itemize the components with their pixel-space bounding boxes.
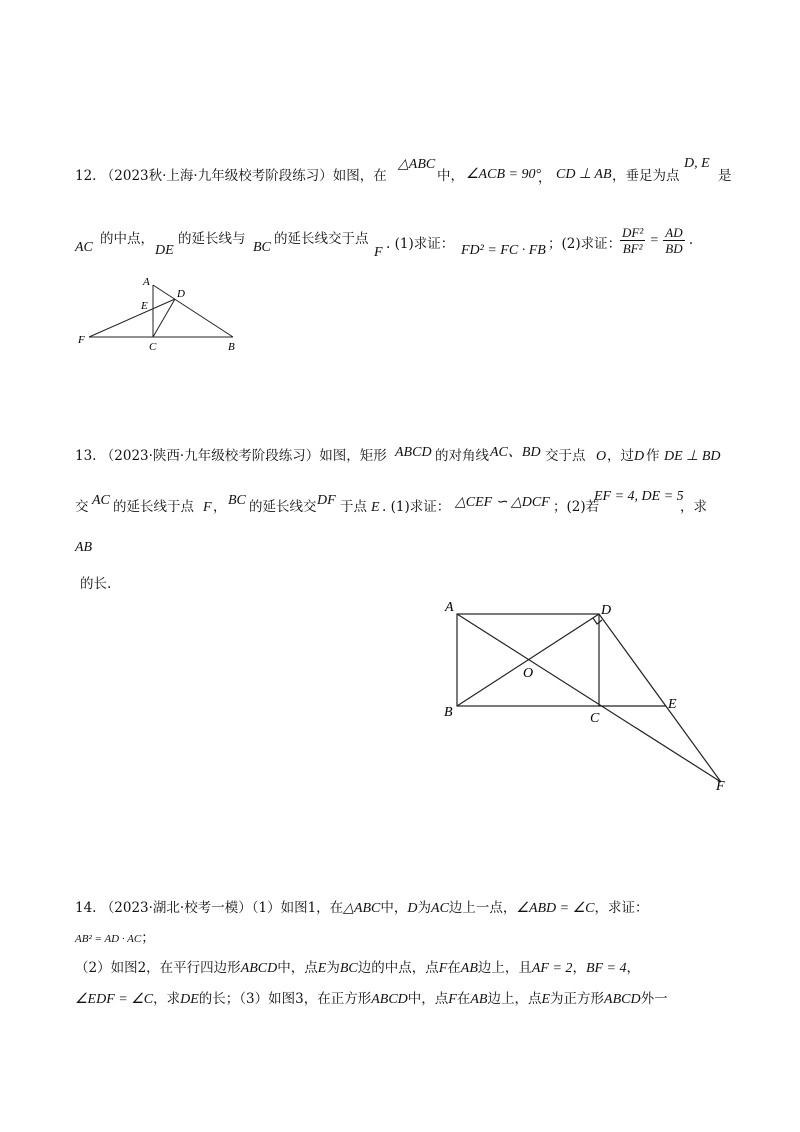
q13-text: 的延长线交 bbox=[249, 499, 317, 515]
q12-text: ，垂足为点 bbox=[612, 168, 680, 184]
q14-text: 边上一点， bbox=[448, 900, 517, 916]
q13-line-df bbox=[599, 614, 721, 782]
q12-bc: BC bbox=[253, 240, 271, 255]
q14-text: 在 bbox=[447, 960, 461, 976]
q14-angle-edf: ∠EDF = ∠C bbox=[75, 992, 154, 1007]
q14-abcd: ABCD bbox=[371, 992, 408, 1007]
q14-angle-eq: ∠ABD = ∠C bbox=[516, 901, 595, 916]
q14-e: E bbox=[317, 961, 327, 976]
q13-abcd: ABCD bbox=[395, 445, 432, 460]
q12-line1 bbox=[75, 170, 387, 184]
q14-f: F bbox=[438, 961, 448, 976]
q13-similar: △CEF ∽ △DCF bbox=[455, 495, 550, 510]
q14-af: AF = 2 bbox=[531, 961, 573, 976]
q13-number: 13. bbox=[75, 448, 97, 464]
q14-f: F bbox=[448, 992, 457, 1007]
q14-text: 边的中点，点 bbox=[357, 960, 439, 976]
q12-angle-acb: ∠ACB = 90° bbox=[466, 167, 542, 182]
q14-text: 中，点 bbox=[277, 960, 318, 976]
q13-label-a: A bbox=[445, 600, 454, 615]
q13-text: 如图，矩形 bbox=[319, 448, 387, 464]
q13-given: EF = 4, DE = 5 bbox=[594, 489, 684, 504]
q14-ab: AB bbox=[470, 992, 488, 1007]
q13-d: D bbox=[634, 449, 645, 464]
q14-text: ； bbox=[141, 930, 155, 946]
q12-cd-perp-ab: CD ⊥ AB bbox=[556, 167, 612, 182]
q14-number: 14. bbox=[75, 900, 97, 916]
q13-text: 的对角线 bbox=[435, 448, 489, 464]
q12-text: ；(2)求证： bbox=[548, 236, 622, 252]
q13-text: 作 bbox=[646, 448, 660, 464]
q12-text: . (1)求证： bbox=[386, 236, 455, 252]
q12-frac-right-den: BD bbox=[665, 241, 683, 256]
q13-diag-ac-extended bbox=[457, 614, 721, 782]
q14-text: ，求 bbox=[153, 991, 181, 1007]
q13-ac-bd: AC、BD bbox=[490, 445, 541, 460]
q13-label-f: F bbox=[716, 779, 725, 794]
q14-bf: BF = 4 bbox=[585, 961, 627, 976]
q14-triangle-abc: △ABC bbox=[343, 901, 381, 916]
q12-frac-left-num: DF² bbox=[622, 225, 644, 240]
q13-figure bbox=[440, 598, 740, 798]
q14-text: 中，点 bbox=[407, 991, 449, 1007]
q12-seg-fd bbox=[89, 299, 175, 337]
q12-text: ， bbox=[538, 170, 552, 186]
q14-ab: AB bbox=[460, 961, 478, 976]
q14-text: 中， bbox=[380, 900, 408, 916]
q13-text: ，过 bbox=[607, 448, 634, 464]
q13-o: O bbox=[596, 449, 607, 464]
q12-seg-cd bbox=[153, 299, 175, 337]
q12-text: 如图，在 bbox=[332, 168, 387, 184]
q12-source: （2023秋·上海·九年级校考阶段练习） bbox=[100, 168, 333, 184]
q14-text: 边上，点 bbox=[487, 991, 542, 1007]
q14-text: ， bbox=[572, 960, 586, 976]
q13-text: ；(2)若 bbox=[553, 499, 600, 515]
q14-text: ，求证： bbox=[594, 900, 649, 916]
q13-ac: AC bbox=[92, 493, 110, 508]
q13-bc: BC bbox=[228, 493, 246, 508]
q12-text: 中， bbox=[437, 168, 464, 184]
q14-line1 bbox=[75, 902, 649, 916]
q13-df: DF bbox=[317, 493, 336, 508]
q12-label-f: F bbox=[78, 334, 85, 346]
q14-abcd: ABCD bbox=[604, 992, 641, 1007]
q13-label-o: O bbox=[523, 666, 534, 681]
q12-frac-eq: = bbox=[649, 233, 659, 248]
q12-fraction-equation bbox=[620, 226, 693, 255]
q12-f: F bbox=[374, 245, 383, 260]
q13-text: 交于点 bbox=[545, 448, 586, 464]
q12-text: 的延长线交于点 bbox=[274, 231, 369, 247]
q12-label-e: E bbox=[141, 300, 148, 312]
q14-line2 bbox=[75, 932, 155, 946]
q13-ab: AB bbox=[75, 540, 93, 555]
q13-right-angle-mark bbox=[593, 618, 602, 624]
q13-text: 交 bbox=[75, 499, 89, 515]
q12-label-c: C bbox=[149, 341, 157, 353]
q14-e: E bbox=[541, 992, 551, 1007]
q13-de-perp-bd: DE ⊥ BD bbox=[664, 449, 721, 464]
q14-de: DE bbox=[180, 992, 199, 1007]
q12-de: DE bbox=[155, 243, 174, 258]
q13-label-e: E bbox=[668, 697, 677, 712]
q13-line1 bbox=[75, 450, 387, 464]
q14-text: （2）如图2，在平行四边形 bbox=[75, 960, 241, 976]
q12-frac-right-num: AD bbox=[665, 225, 683, 240]
q12-triangle-abc: △ABC bbox=[398, 157, 436, 172]
q14-text: 为正方形 bbox=[550, 991, 605, 1007]
q12-text: 的延长线与 bbox=[178, 231, 246, 247]
q14-text: ， bbox=[626, 960, 640, 976]
q12-seg-ab bbox=[153, 285, 233, 337]
q13-label-d: D bbox=[601, 603, 612, 618]
q14-line3 bbox=[75, 962, 640, 976]
q12-number: 12. bbox=[75, 168, 97, 184]
q12-frac-left bbox=[620, 226, 645, 255]
q13-text: ，求 bbox=[680, 499, 707, 515]
q12-ac: AC bbox=[75, 240, 93, 255]
q14-ac: AC bbox=[431, 901, 449, 916]
q13-text: . (1)求证： bbox=[382, 499, 451, 515]
q14-abcd: ABCD bbox=[240, 961, 278, 976]
q13-e: E bbox=[371, 500, 380, 515]
q14-text: 外一 bbox=[640, 991, 668, 1007]
q14-text: 边上，且 bbox=[477, 960, 532, 976]
q14-text: 为 bbox=[326, 960, 340, 976]
q14-bc: BC bbox=[339, 961, 358, 976]
q13-f: F bbox=[203, 500, 212, 515]
q13-text: 的长. bbox=[80, 576, 112, 592]
q14-d: D bbox=[407, 901, 418, 916]
q14-text: 为 bbox=[417, 900, 432, 916]
q12-points-de: D, E bbox=[684, 156, 710, 171]
q13-text: 的延长线于点 bbox=[113, 499, 194, 515]
q12-label-a: A bbox=[143, 276, 150, 288]
q14-text: 在 bbox=[456, 991, 471, 1007]
q14-text: （1）如图1，在 bbox=[251, 900, 344, 916]
q13-source: （2023·陕西·九年级校考阶段练习） bbox=[100, 448, 320, 464]
q14-source: （2023·湖北·校考一模） bbox=[100, 900, 252, 916]
q12-label-b: B bbox=[228, 341, 235, 353]
q13-text: ， bbox=[213, 499, 227, 515]
q14-formula: AB² = AD · AC bbox=[75, 933, 142, 945]
q13-label-c: C bbox=[590, 711, 600, 726]
q12-text: . bbox=[688, 232, 694, 248]
q12-figure bbox=[75, 275, 265, 355]
q12-formula1: FD² = FC · FB bbox=[461, 243, 546, 258]
q13-label-b: B bbox=[444, 705, 453, 720]
q12-label-d: D bbox=[177, 288, 185, 300]
q12-text: 是 bbox=[718, 168, 732, 184]
q14-text: 的长；（3）如图3，在正方形 bbox=[198, 991, 372, 1007]
q12-frac-left-den: BF² bbox=[622, 241, 643, 256]
q13-text: 于点 bbox=[340, 499, 367, 515]
q12-frac-right bbox=[663, 226, 684, 255]
q14-line4 bbox=[75, 993, 668, 1007]
q12-text: 的中点， bbox=[100, 231, 154, 247]
